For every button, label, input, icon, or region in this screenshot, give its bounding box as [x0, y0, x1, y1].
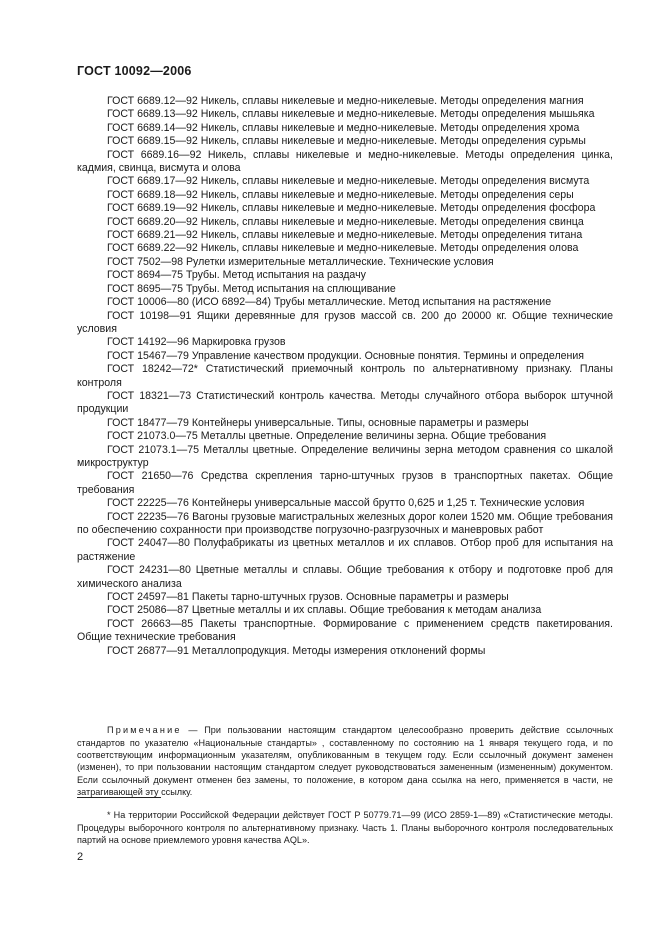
reference-item: ГОСТ 6689.15—92 Никель, сплавы никелевые и медно-никелевые. Методы определения сурьмы: [107, 135, 586, 148]
note-text: — При пользовании настоящим стандартом целесообразно проверить действие ссылочных стандартов по указателю «Национальные стандарты» , составленному по состоянию на 1 января текущего года, и по соответствующим информационным указателям, опубликованным в текущем году. Если ссылочный документ заменен (изменен), то при пользовании настоящим стандартом следует руководствоваться замененным (измененным) документом. Если ссылочный документ отменен без замены, то положение, в котором дана ссылка на него, применяется в части, не затрагивающей эту ссылку.: [77, 725, 613, 798]
reference-item: ГОСТ 6689.19—92 Никель, сплавы никелевые и медно-никелевые. Методы определения фосфора: [107, 202, 596, 215]
reference-item: ГОСТ 18477—79 Контейнеры универсальные. Типы, основные параметры и размеры: [107, 416, 529, 429]
reference-item: ГОСТ 10006—80 (ИСО 6892—84) Трубы металлические. Метод испытания на растяжение: [107, 296, 552, 309]
reference-item: ГОСТ 15467—79 Управление качеством продукции. Основные понятия. Термины и определения: [107, 349, 585, 362]
reference-item: ГОСТ 10198—91 Ящики деревянные для грузов массой св. 200 до 20000 кг. Общие технические условия: [77, 309, 613, 335]
reference-item: ГОСТ 6689.20—92 Никель, сплавы никелевые и медно-никелевые. Методы определения свинца: [107, 215, 584, 228]
reference-item: ГОСТ 26663—85 Пакеты транспортные. Формирование с применением средств пакетирования. Общие технические требования: [77, 617, 613, 644]
reference-item: ГОСТ 24597—81 Пакеты тарно-штучных грузов. Основные параметры и размеры: [107, 591, 509, 604]
reference-item: ГОСТ 18321—73 Статистический контроль качества. Методы случайного отбора выборок штучной продукции: [77, 389, 613, 416]
reference-item: ГОСТ 8695—75 Трубы. Метод испытания на сплющивание: [107, 282, 396, 295]
reference-item: ГОСТ 24047—80 Полуфабрикаты из цветных металлов и их сплавов. Отбор проб для испытания на растяжение: [77, 537, 613, 563]
reference-item: ГОСТ 24231—80 Цветные металлы и сплавы. Общие требования к отбору и подготовке проб для химического анализа: [77, 564, 613, 590]
footnote: * На территории Российской Федерации действует ГОСТ Р 50779.71—99 (ИСО 2859-1—89) «Статистические методы. Процедуры выборочного контроля по альтернативному признаку. Часть 1. Планы выборочного контроля последовательных партий на основе приемлемого уровня качества AQL».: [77, 810, 613, 845]
reference-item: ГОСТ 26877—91 Металлопродукция. Методы измерения отклонений формы: [107, 644, 486, 657]
reference-item: ГОСТ 6689.17—92 Никель, сплавы никелевые и медно-никелевые. Методы определения висмута: [107, 175, 590, 188]
reference-item: ГОСТ 25086—87 Цветные металлы и их сплавы. Общие требования к методам анализа: [107, 604, 542, 617]
reference-item: ГОСТ 6689.22—92 Никель, сплавы никелевые и медно-никелевые. Методы определения олова: [107, 242, 579, 255]
page-number: 2: [77, 851, 84, 863]
reference-item: ГОСТ 8694—75 Трубы. Метод испытания на раздачу: [107, 269, 366, 282]
footnote-divider: [77, 797, 161, 798]
reference-item: ГОСТ 6689.12—92 Никель, сплавы никелевые и медно-никелевые. Методы определения магния: [107, 95, 584, 107]
page-header: ГОСТ 10092—2006: [77, 64, 192, 78]
note-label: Примечание: [107, 725, 182, 736]
references-list: [77, 95, 613, 658]
reference-item: ГОСТ 6689.13—92 Никель, сплавы никелевые и медно-никелевые. Методы определения мышьяка: [107, 108, 595, 121]
reference-item: ГОСТ 14192—96 Маркировка грузов: [107, 336, 286, 349]
reference-item: ГОСТ 21073.1—75 Металлы цветные. Определение величины зерна методом сравнения со шкалой микроструктур: [77, 443, 613, 469]
reference-item: ГОСТ 7502—98 Рулетки измерительные металлические. Технические условия: [107, 255, 494, 268]
reference-item: ГОСТ 6689.18—92 Никель, сплавы никелевые и медно-никелевые. Методы определения серы: [107, 188, 574, 201]
note-paragraph: [77, 724, 613, 798]
reference-item: ГОСТ 6689.21—92 Никель, сплавы никелевые и медно-никелевые. Методы определения титана: [107, 229, 583, 242]
reference-item: ГОСТ 21073.0—75 Металлы цветные. Определение величины зерна. Общие требования: [107, 430, 547, 443]
reference-item: ГОСТ 21650—76 Средства скрепления тарно-штучных грузов в транспортных пакетах. Общие требования: [77, 470, 613, 496]
reference-item: ГОСТ 6689.16—92 Никель, сплавы никелевые и медно-никелевые. Методы определения цинка, кадмия, свинца, висмута и олова: [77, 148, 613, 175]
reference-item: ГОСТ 6689.14—92 Никель, сплавы никелевые и медно-никелевые. Методы определения хрома: [107, 121, 580, 134]
reference-item: ГОСТ 22235—76 Вагоны грузовые магистральных железных дорог колеи 1520 мм. Общие требования по обеспечению сохранности при производстве погрузочно-разгрузочных и маневровых работ: [77, 510, 613, 536]
reference-item: ГОСТ 22225—76 Контейнеры универсальные массой брутто 0,625 и 1,25 т. Технические условия: [107, 497, 585, 510]
reference-item: ГОСТ 18242—72* Статистический приемочный контроль по альтернативному признаку. Планы контроля: [77, 363, 613, 389]
